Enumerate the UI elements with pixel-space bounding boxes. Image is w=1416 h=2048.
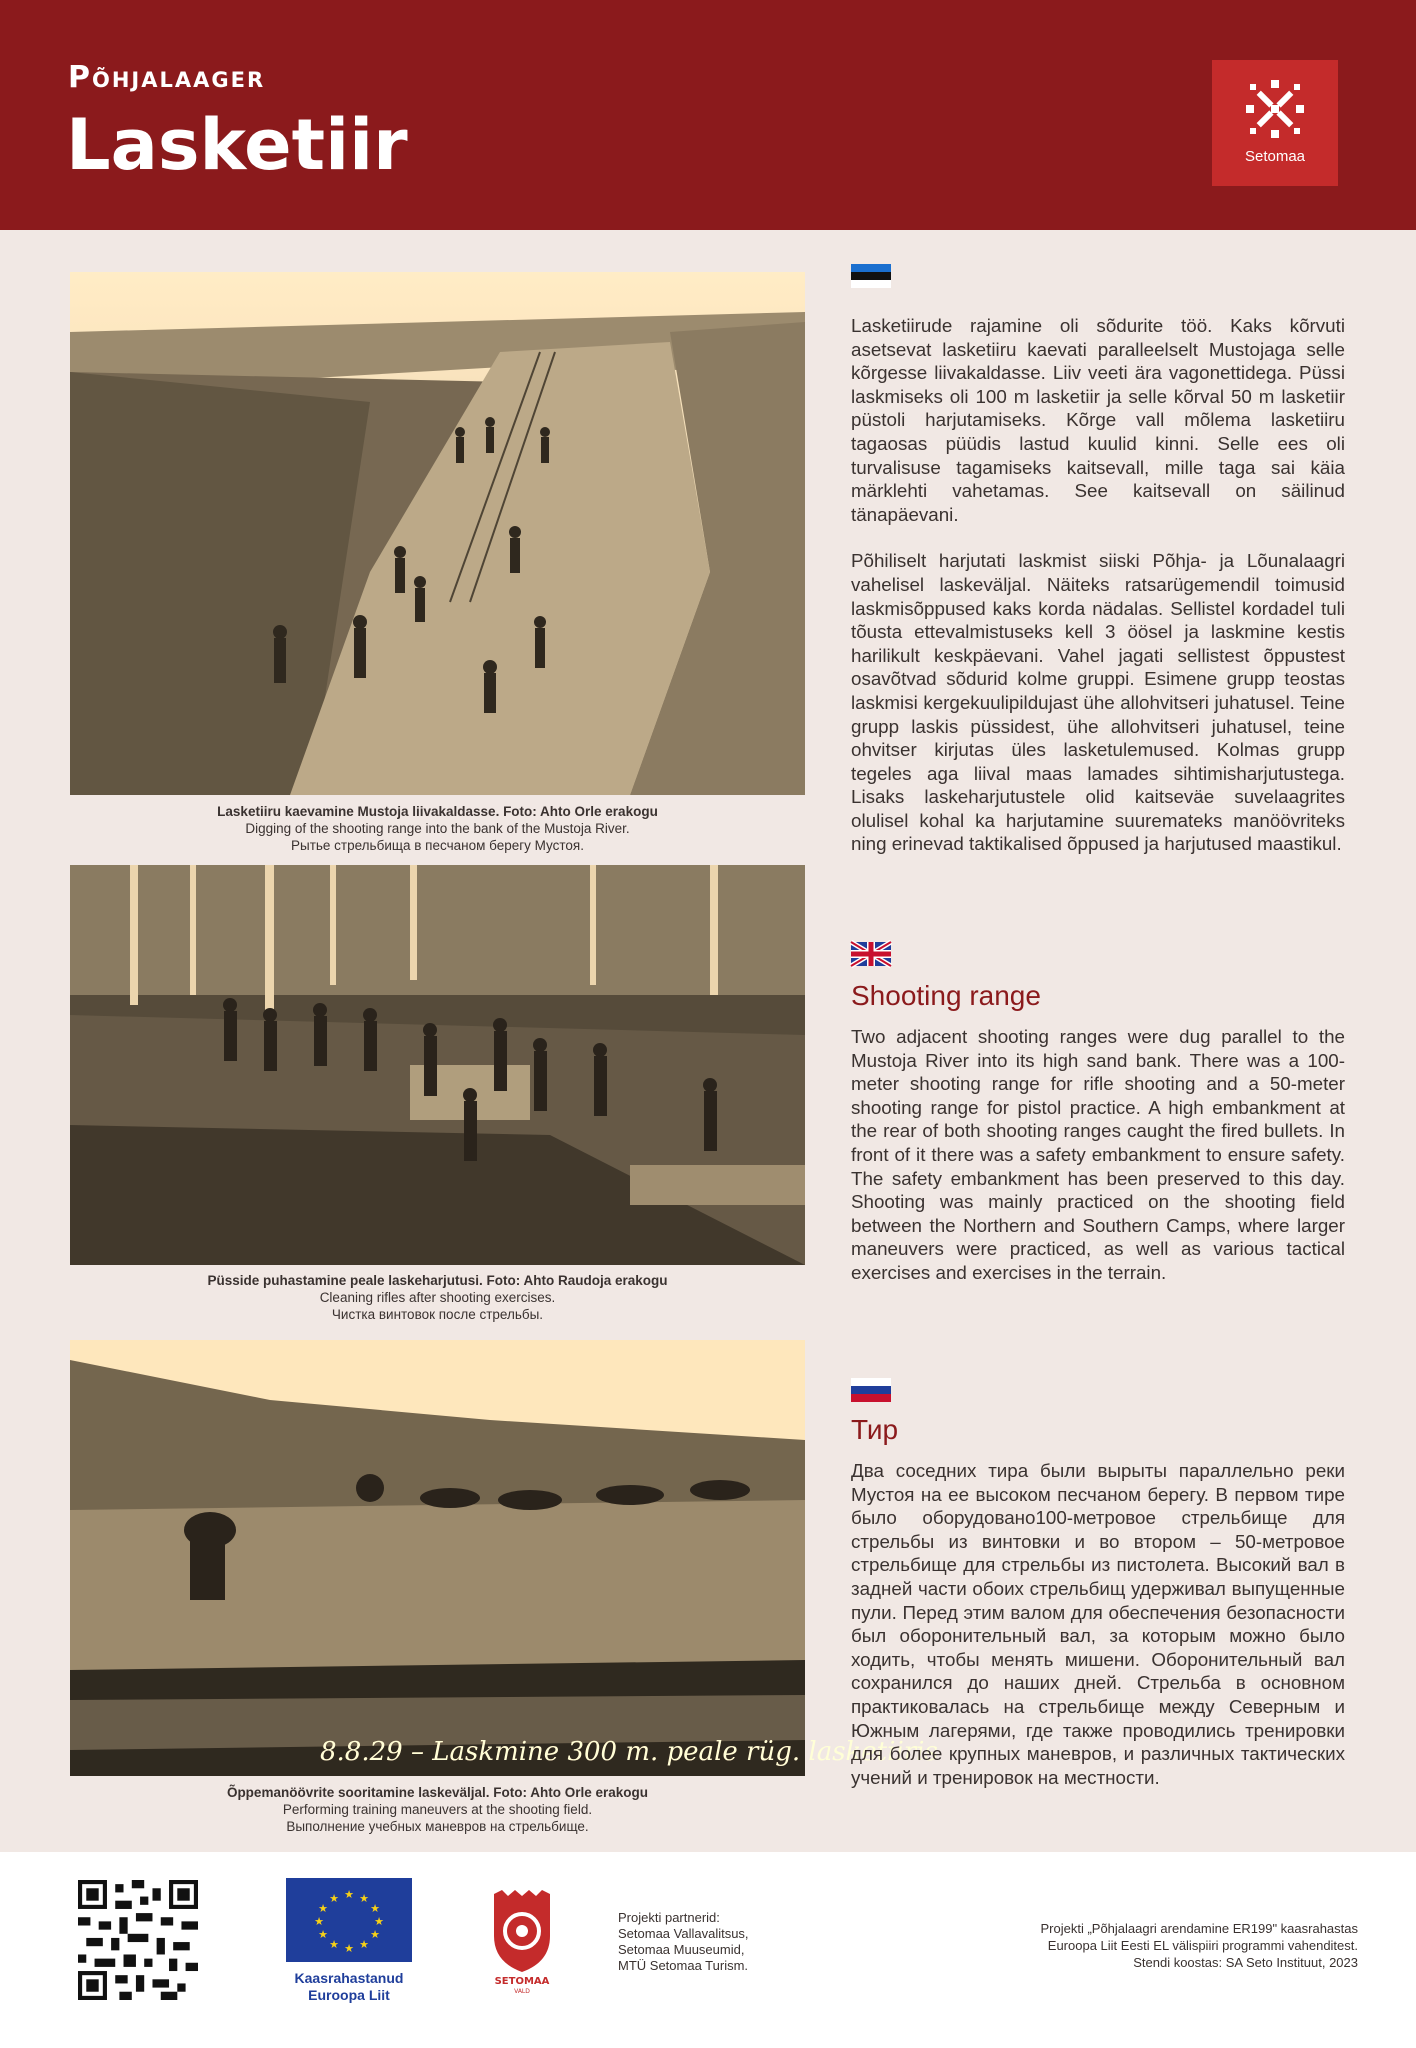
svg-text:★: ★ (370, 1928, 380, 1941)
caption-english: Cleaning rifles after shooting exercises. (319, 1290, 556, 1305)
project-line-3: Stendi koostas: SA Seto Instituut, 2023 (1133, 1955, 1358, 1970)
russian-text (851, 1459, 1345, 1812)
svg-text:★: ★ (374, 1915, 384, 1928)
estonian-paragraph-2: Põhiliselt harjutati laskmist siiski Põhja- ja Lõunalaagri vahelisel laskeväljal. Näiteks ratsarügemendil toimusid laskmisõppused kaks korda nädalas. Sellistel kordadel tuli tõusta ettevalmistuseks kell 3 öösel ja laskmine kestis harilikult keskpäevani. Vahel jagati sellistest õppustest osavõtvad sõdurid kolme gruppi. Esimene grupp teostas laskmisi kergekuulipildujast ühe allohvitseri juhatusel. Teine grupp laskis püssidest, ühe allohvitseri juhatusel, teine ohvitser kirjutas üles lasketulemused. Kolmas grupp tegeles aga liival maas lamades sihtimisharjutustega. Lisaks laskeharjutustele olid kaitseväe suvelaagrites olulisel kohal ka harjutamine suuremateks manöövriteks ning erinevad taktikalised õppused ja harjutused maastikul. (851, 550, 1345, 855)
svg-text:★: ★ (318, 1902, 328, 1915)
page-title: Lasketiir (66, 104, 408, 186)
uk-flag-icon (851, 942, 891, 966)
svg-text:★: ★ (370, 1902, 380, 1915)
caption-english: Performing training maneuvers at the shooting field. (282, 1802, 593, 1817)
seto-ornament-icon (1242, 76, 1308, 142)
caption-russian: Выполнение учебных маневров на стрельбище. (286, 1819, 589, 1834)
logo-label: Setomaa (1244, 148, 1306, 165)
svg-text:★: ★ (344, 1888, 354, 1901)
header-banner (0, 0, 1416, 230)
caption-estonian: Lasketiiru kaevamine Mustoja liivakaldasse. Foto: Ahto Orle erakogu (217, 804, 658, 819)
english-section-title: Shooting range (851, 980, 1041, 1011)
estonian-text (851, 314, 1345, 879)
caption-estonian: Õppemanöövrite sooritamine laskeväljal. Foto: Ahto Orle erakogu (226, 1785, 649, 1800)
photo-caption (70, 1784, 805, 1835)
partner-item: MTÜ Setomaa Turism. (618, 1958, 749, 1973)
location-subtitle: Põhjalaager (68, 60, 266, 95)
partner-item: Setomaa Muuseumid, (618, 1942, 745, 1957)
photo-inscription: 8.8.29 – Laskmine 300 m. peale rüg. lasketiiris (320, 1737, 938, 1767)
partners-title: Projekti partnerid: (618, 1910, 720, 1925)
caption-english: Digging of the shooting range into the bank of the Mustoja River. (245, 821, 630, 836)
svg-text:VALD: VALD (514, 1988, 530, 1995)
caption-estonian: Püsside puhastamine peale laskeharjutusi. Foto: Ahto Raudoja erakogu (207, 1273, 668, 1288)
eu-flag-icon (286, 1878, 412, 1962)
eu-cofunding-label (276, 1970, 422, 2004)
russian-section-title: Тир (851, 1414, 899, 1445)
caption-russian: Рытье стрельбища в песчаном берегу Мустоя. (291, 838, 584, 853)
svg-text:★: ★ (314, 1915, 324, 1928)
english-paragraph: Two adjacent shooting ranges were dug parallel to the Mustoja River into its high sand bank. There was a 100-meter shooting range for rifle shooting and a 50-meter shooting range for pistol practice. A high embankment at the rear of both shooting ranges caught the fired bullets. In front of it there was a safety embankment to ensure safety. The safety embankment has been preserved to this day. Shooting was mainly practiced on the shooting field between the Northern and Southern Camps, where larger maneuvers were practiced, as well as various tactical exercises and exercises in the terrain. (851, 1026, 1345, 1283)
svg-text:★: ★ (329, 1938, 339, 1951)
svg-text:★: ★ (344, 1942, 354, 1955)
qr-code-icon[interactable] (78, 1880, 198, 2000)
project-funding-note (1040, 1920, 1358, 1971)
project-line-2: Euroopa Liit Eesti EL välispiiri programmi vahenditest. (1047, 1938, 1358, 1953)
partner-item: Setomaa Vallavalitsus, (618, 1926, 749, 1941)
estonian-paragraph-1: Lasketiirude rajamine oli sõdurite töö. Kaks kõrvuti asetsevat lasketiiru kaevati paralleelselt Mustojaga selle kõrgesse liivakaldasse. Liiv veeti ära vagonettidega. Püssi laskmiseks oli 100 m lasketiir ja selle kõrval 50 m lasketiir püstoli harjutamiseks. Kõrge vall mõlema lasketiiru tagaosas püüdis lastud kuulid kinni. Selle ees oli turvalisuse tagamiseks kaitsevall, mille taga sai käia märklehti vahetamas. See kaitsevall on säilinud tänapäevani. (851, 315, 1345, 525)
svg-text:★: ★ (359, 1938, 369, 1951)
photo-cleaning-rifles (70, 865, 805, 1265)
russian-paragraph: Два соседних тира были вырыты параллельно реки Мустоя на ее высоком песчаном берегу. В первом тире было оборудовано100-метровое стрельбище для стрельбы из винтовки и во втором – 50-метровое стрельбище для стрельбы из пистолета. Высокий вал в задней части обоих стрельбищ удерживал выпущенные пули. Перед этим валом для обеспечения безопасности был оборонительный вал, за которым можно было ходить, чтобы менять мишени. Оборонительный вал сохранился до наших дней. Стрельба в основном практиковалась на стрельбище между Северным и Южным лагерями, где также проводились тренировки для более крупных маневров, и различных тактических учений и тренировок на местности. (851, 1460, 1345, 1788)
caption-russian: Чистка винтовок после стрельбы. (331, 1307, 544, 1322)
svg-text:SETOMAA: SETOMAA (494, 1976, 550, 1987)
project-line-1: Projekti „Põhjalaagri arendamine ER199" kaasrahastas (1040, 1921, 1358, 1936)
svg-text:★: ★ (318, 1928, 328, 1941)
russia-flag-icon (851, 1378, 891, 1402)
photo-caption (70, 803, 805, 854)
english-text (851, 1025, 1345, 1308)
project-partners (618, 1910, 749, 1974)
setomaa-crest-icon (488, 1886, 556, 1994)
eu-label-line-1: Kaasrahastanud (294, 1970, 404, 1986)
estonia-flag-icon (851, 264, 891, 288)
setomaa-logo (1212, 60, 1338, 186)
photo-digging-range (70, 272, 805, 795)
svg-text:★: ★ (359, 1892, 369, 1905)
eu-label-line-2: Euroopa Liit (308, 1987, 390, 2003)
photo-caption (70, 1272, 805, 1323)
svg-text:★: ★ (329, 1892, 339, 1905)
